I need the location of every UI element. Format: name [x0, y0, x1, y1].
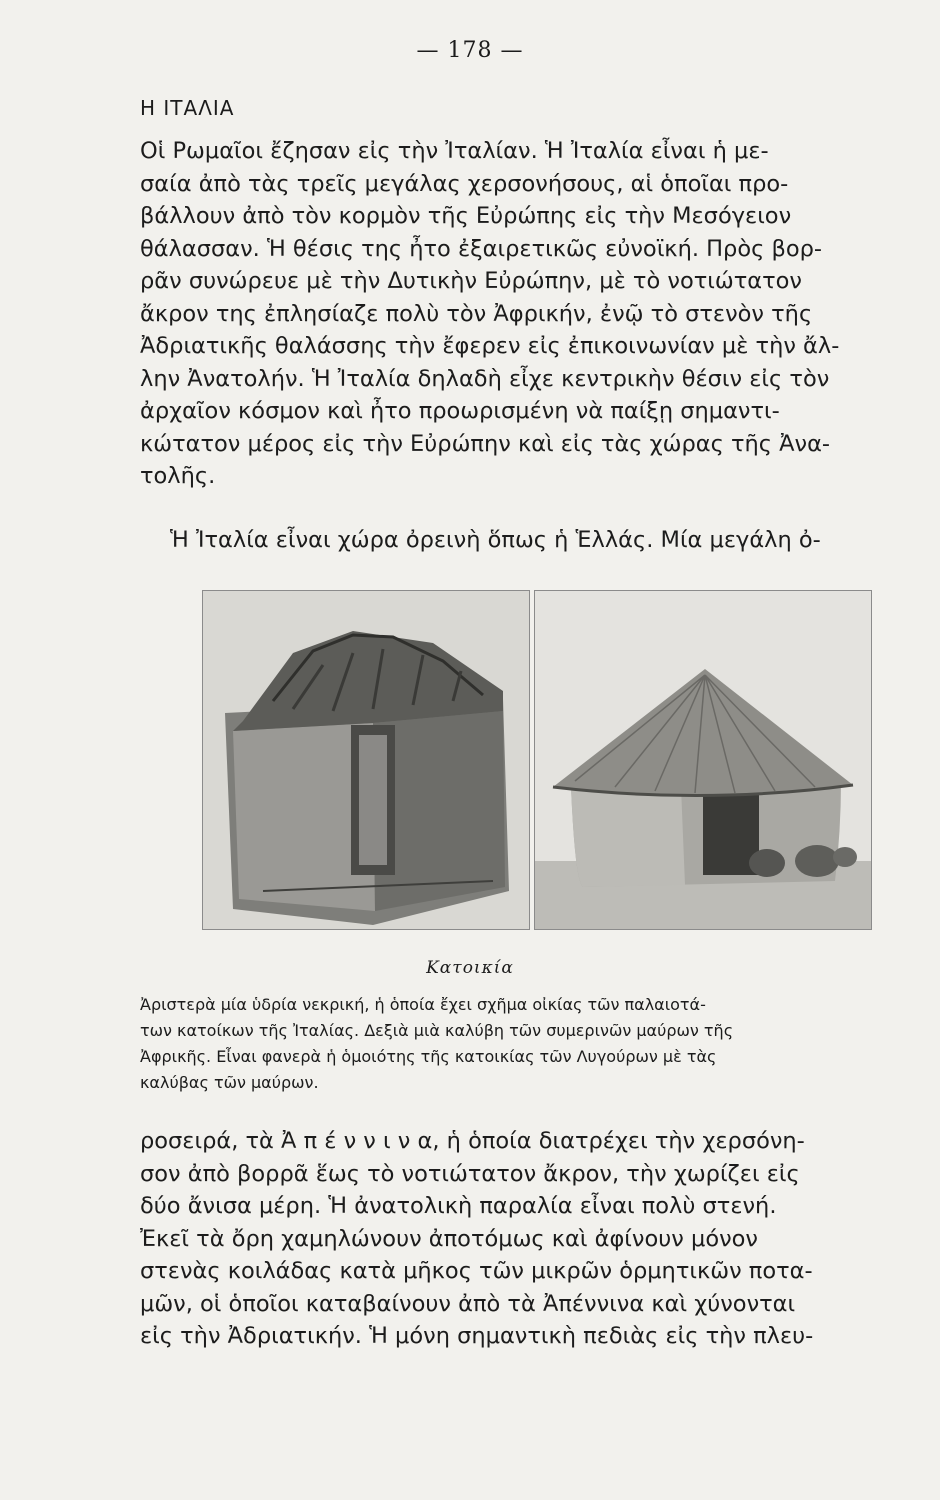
text-line: κώτατον μέρος εἰς τὴν Εὐρώπην καὶ εἰς τὰς χώρας τῆς Ἀνα-	[140, 430, 831, 457]
text-line: εἰς τὴν Ἀδριατικήν. Ἡ μόνη σημαντικὴ πεδιὰς εἰς τὴν πλευ-	[140, 1323, 814, 1349]
paragraph-2	[140, 524, 920, 557]
text-line: Ἡ Ἰταλία εἶναι χώρα ὀρεινὴ ὅπως ἡ Ἑλλάς. Μία μεγάλη ὀ-	[170, 527, 821, 553]
text-line: Ἐκεῖ τὰ ὄρη χαμηλώνουν ἀποτόμως καὶ ἀφίνουν μόνον	[140, 1225, 758, 1252]
text-line: ρᾶν συνώρευε μὲ τὴν Δυτικὴν Εὐρώπην, μὲ τὸ νοτιώτατον	[140, 268, 802, 294]
text-line: Οἱ Ρωμαῖοι ἔζησαν εἰς τὴν Ἰταλίαν. Ἡ Ἰταλία εἶναι ἡ με-	[140, 138, 769, 164]
hut-urn-image	[203, 591, 529, 929]
african-hut-photo	[534, 590, 872, 930]
round-hut-image	[535, 591, 871, 929]
text-line: μῶν, οἱ ὁποῖοι καταβαίνουν ἀπὸ τὰ Ἀπέννινα καὶ χύνονται	[140, 1290, 796, 1317]
text-line: ἄκρον της ἐπλησίαζε πολὺ τὸν Ἀφρικήν, ἐνῷ τὸ στενὸν τῆς	[140, 300, 813, 327]
page-number: — 178 —	[416, 38, 524, 63]
text-line: ροσειρά, τὰ Ἀ π έ ν ν ι ν α, ἡ ὁποία διατρέχει τὴν χερσόνη-	[140, 1128, 805, 1154]
caption-line: των κατοίκων τῆς Ἰταλίας. Δεξιὰ μιὰ καλύβη τῶν συμερινῶν μαύρων τῆς	[140, 1021, 734, 1040]
text-line: δύο ἄνισα μέρη. Ἡ ἀνατολικὴ παραλία εἶναι πολὺ στενή.	[140, 1193, 777, 1219]
text-line: λην Ἀνατολήν. Ἡ Ἰταλία δηλαδὴ εἶχε κεντρικὴν θέσιν εἰς τὸν	[140, 365, 830, 392]
caption-line: Ἀριστερὰ μία ὑδρία νεκρική, ἡ ὁποία ἔχει σχῆμα οἰκίας τῶν παλαιοτά-	[140, 995, 706, 1014]
text-line: θάλασσαν. Ἡ θέσις της ἦτο ἐξαιρετικῶς εὐνοϊκή. Πρὸς βορ-	[140, 235, 822, 262]
urn-photo	[202, 590, 530, 930]
text-line: σαία ἀπὸ τὰς τρεῖς μεγάλας χερσονήσους, αἱ ὁποῖαι προ-	[140, 170, 789, 197]
caption-title: Κατοικία	[426, 958, 514, 978]
caption-line: Ἀφρικῆς. Εἶναι φανερὰ ἡ ὁμοιότης τῆς κατοικίας τῶν Λυγούρων μὲ τὰς	[140, 1047, 717, 1066]
figure-caption	[140, 992, 920, 1096]
paragraph-3	[140, 1125, 920, 1353]
text-line: ἀρχαῖον κόσμον καὶ ἦτο προωρισμένη νὰ παίξῃ σημαντι-	[140, 398, 780, 424]
figure	[202, 590, 872, 930]
section-header: Η ΙΤΑΛΙΑ	[140, 96, 235, 120]
text-line: τολῆς.	[140, 463, 216, 489]
paragraph-1	[140, 135, 920, 493]
text-line: στενὰς κοιλάδας κατὰ μῆκος τῶν μικρῶν ὁρμητικῶν ποτα-	[140, 1258, 813, 1284]
text-line: σον ἀπὸ βορρᾶ ἕως τὸ νοτιώτατον ἄκρον, τὴν χωρίζει εἰς	[140, 1160, 800, 1187]
text-line: βάλλουν ἀπὸ τὸν κορμὸν τῆς Εὐρώπης εἰς τὴν Μεσόγειον	[140, 203, 792, 229]
text-line: Ἀδριατικῆς θαλάσσης τὴν ἔφερεν εἰς ἐπικοινωνίαν μὲ τὴν ἄλ-	[140, 333, 840, 359]
caption-line: καλύβας τῶν μαύρων.	[140, 1073, 319, 1092]
